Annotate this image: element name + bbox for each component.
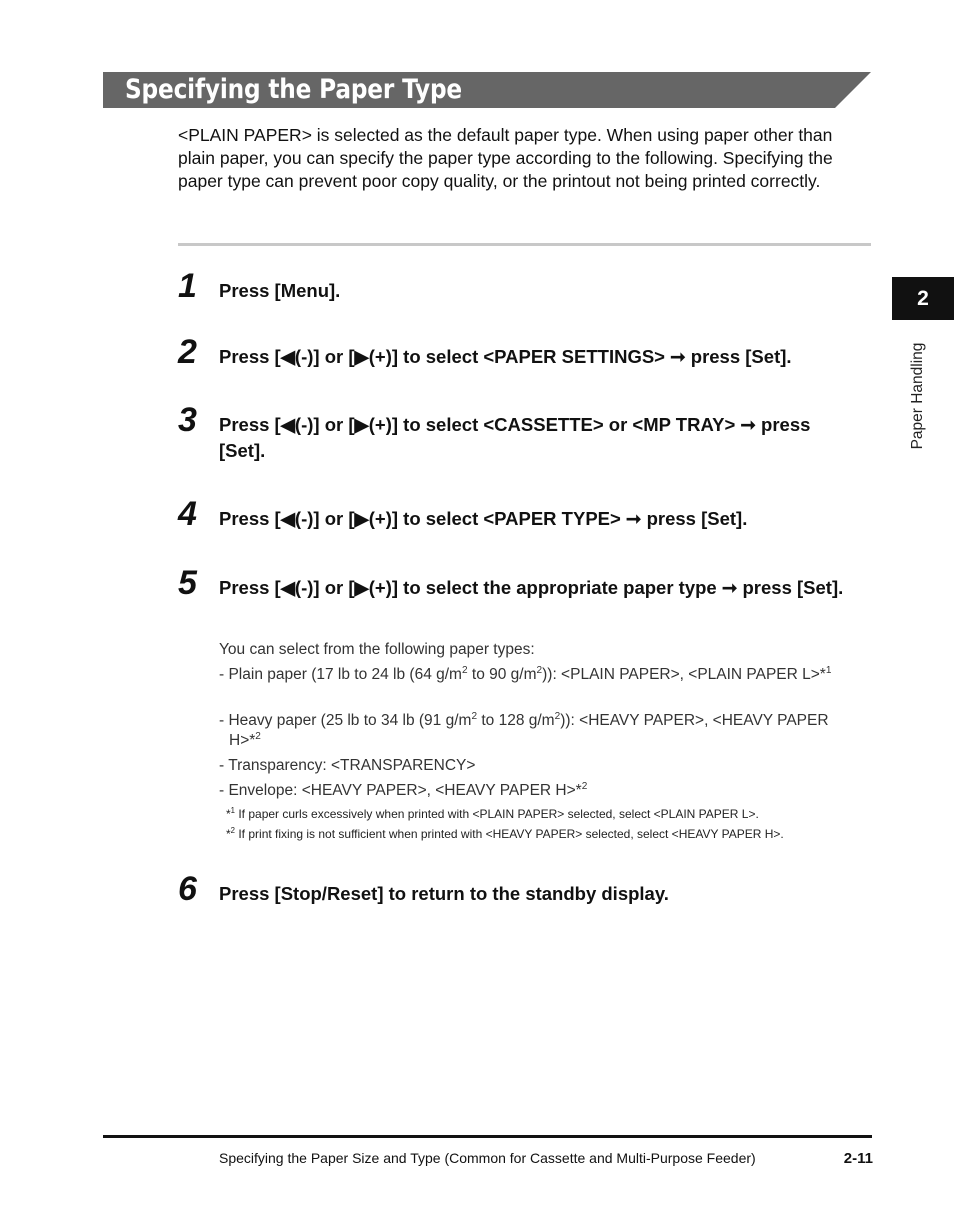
page-number: 2-11 bbox=[843, 1150, 873, 1167]
intro-paragraph: <PLAIN PAPER> is selected as the default paper type. When using paper other than plain paper, you can specify the paper type according to the following. Specifying the paper type can prevent poor copy quality, or the printout not being printed correctly. bbox=[178, 125, 833, 191]
chapter-tab: 2 bbox=[892, 277, 954, 320]
step-number-5: 5 bbox=[178, 564, 197, 602]
step-text-1: Press [Menu]. bbox=[219, 280, 341, 301]
step-text-6: Press [Stop/Reset] to return to the standby display. bbox=[219, 883, 669, 904]
footnote-2: *$^2$ If print fixing is not sufficient when printed with <HEAVY PAPER> selected, select <HEAVY PAPER H>. bbox=[226, 826, 784, 841]
list-item-envelope: - Envelope: <HEAVY PAPER>, <HEAVY PAPER H>*$^2$ bbox=[219, 780, 588, 799]
step-text-3: Press [◀(-)] or [▶(+)] to select <CASSETTE> or <MP TRAY> ➞ press [Set]. bbox=[219, 414, 811, 461]
step-number-1: 1 bbox=[178, 267, 197, 305]
page-title: Specifying the Paper Type bbox=[125, 74, 462, 105]
footer-rule bbox=[103, 1135, 872, 1138]
step-number-3: 3 bbox=[178, 401, 197, 439]
step-text-4: Press [◀(-)] or [▶(+)] to select <PAPER TYPE> ➞ press [Set]. bbox=[219, 508, 748, 529]
footnote-1: *$^1$ If paper curls excessively when printed with <PLAIN PAPER> selected, select <PLAIN PAPER L>. bbox=[226, 806, 759, 821]
paper-types-lead: You can select from the following paper types: bbox=[219, 641, 535, 658]
list-item-heavy-paper: - Heavy paper (25 lb to 34 lb (91 $g/m^2$ to 128 $g/m^2$)): <HEAVY PAPER>, <HEAVY PAPER H>*$^2$ bbox=[219, 710, 829, 749]
step-text-2: Press [◀(-)] or [▶(+)] to select <PAPER SETTINGS> ➞ press [Set]. bbox=[219, 346, 792, 367]
list-item-plain-paper: - Plain paper (17 lb to 24 lb (64 $g/m^2$ to 90 $g/m^2$)): <PLAIN PAPER>, <PLAIN PAPER L>*$^1$ bbox=[219, 664, 832, 683]
section-divider bbox=[178, 243, 871, 246]
step-number-6: 6 bbox=[178, 870, 197, 908]
step-text-5: Press [◀(-)] or [▶(+)] to select the appropriate paper type ➞ press [Set]. bbox=[219, 577, 844, 598]
step-number-2: 2 bbox=[178, 333, 197, 371]
list-item-transparency: - Transparency: <TRANSPARENCY> bbox=[219, 757, 476, 774]
step-number-4: 4 bbox=[178, 495, 197, 533]
footer-section-title: Specifying the Paper Size and Type (Common for Cassette and Multi-Purpose Feeder) bbox=[219, 1150, 756, 1166]
